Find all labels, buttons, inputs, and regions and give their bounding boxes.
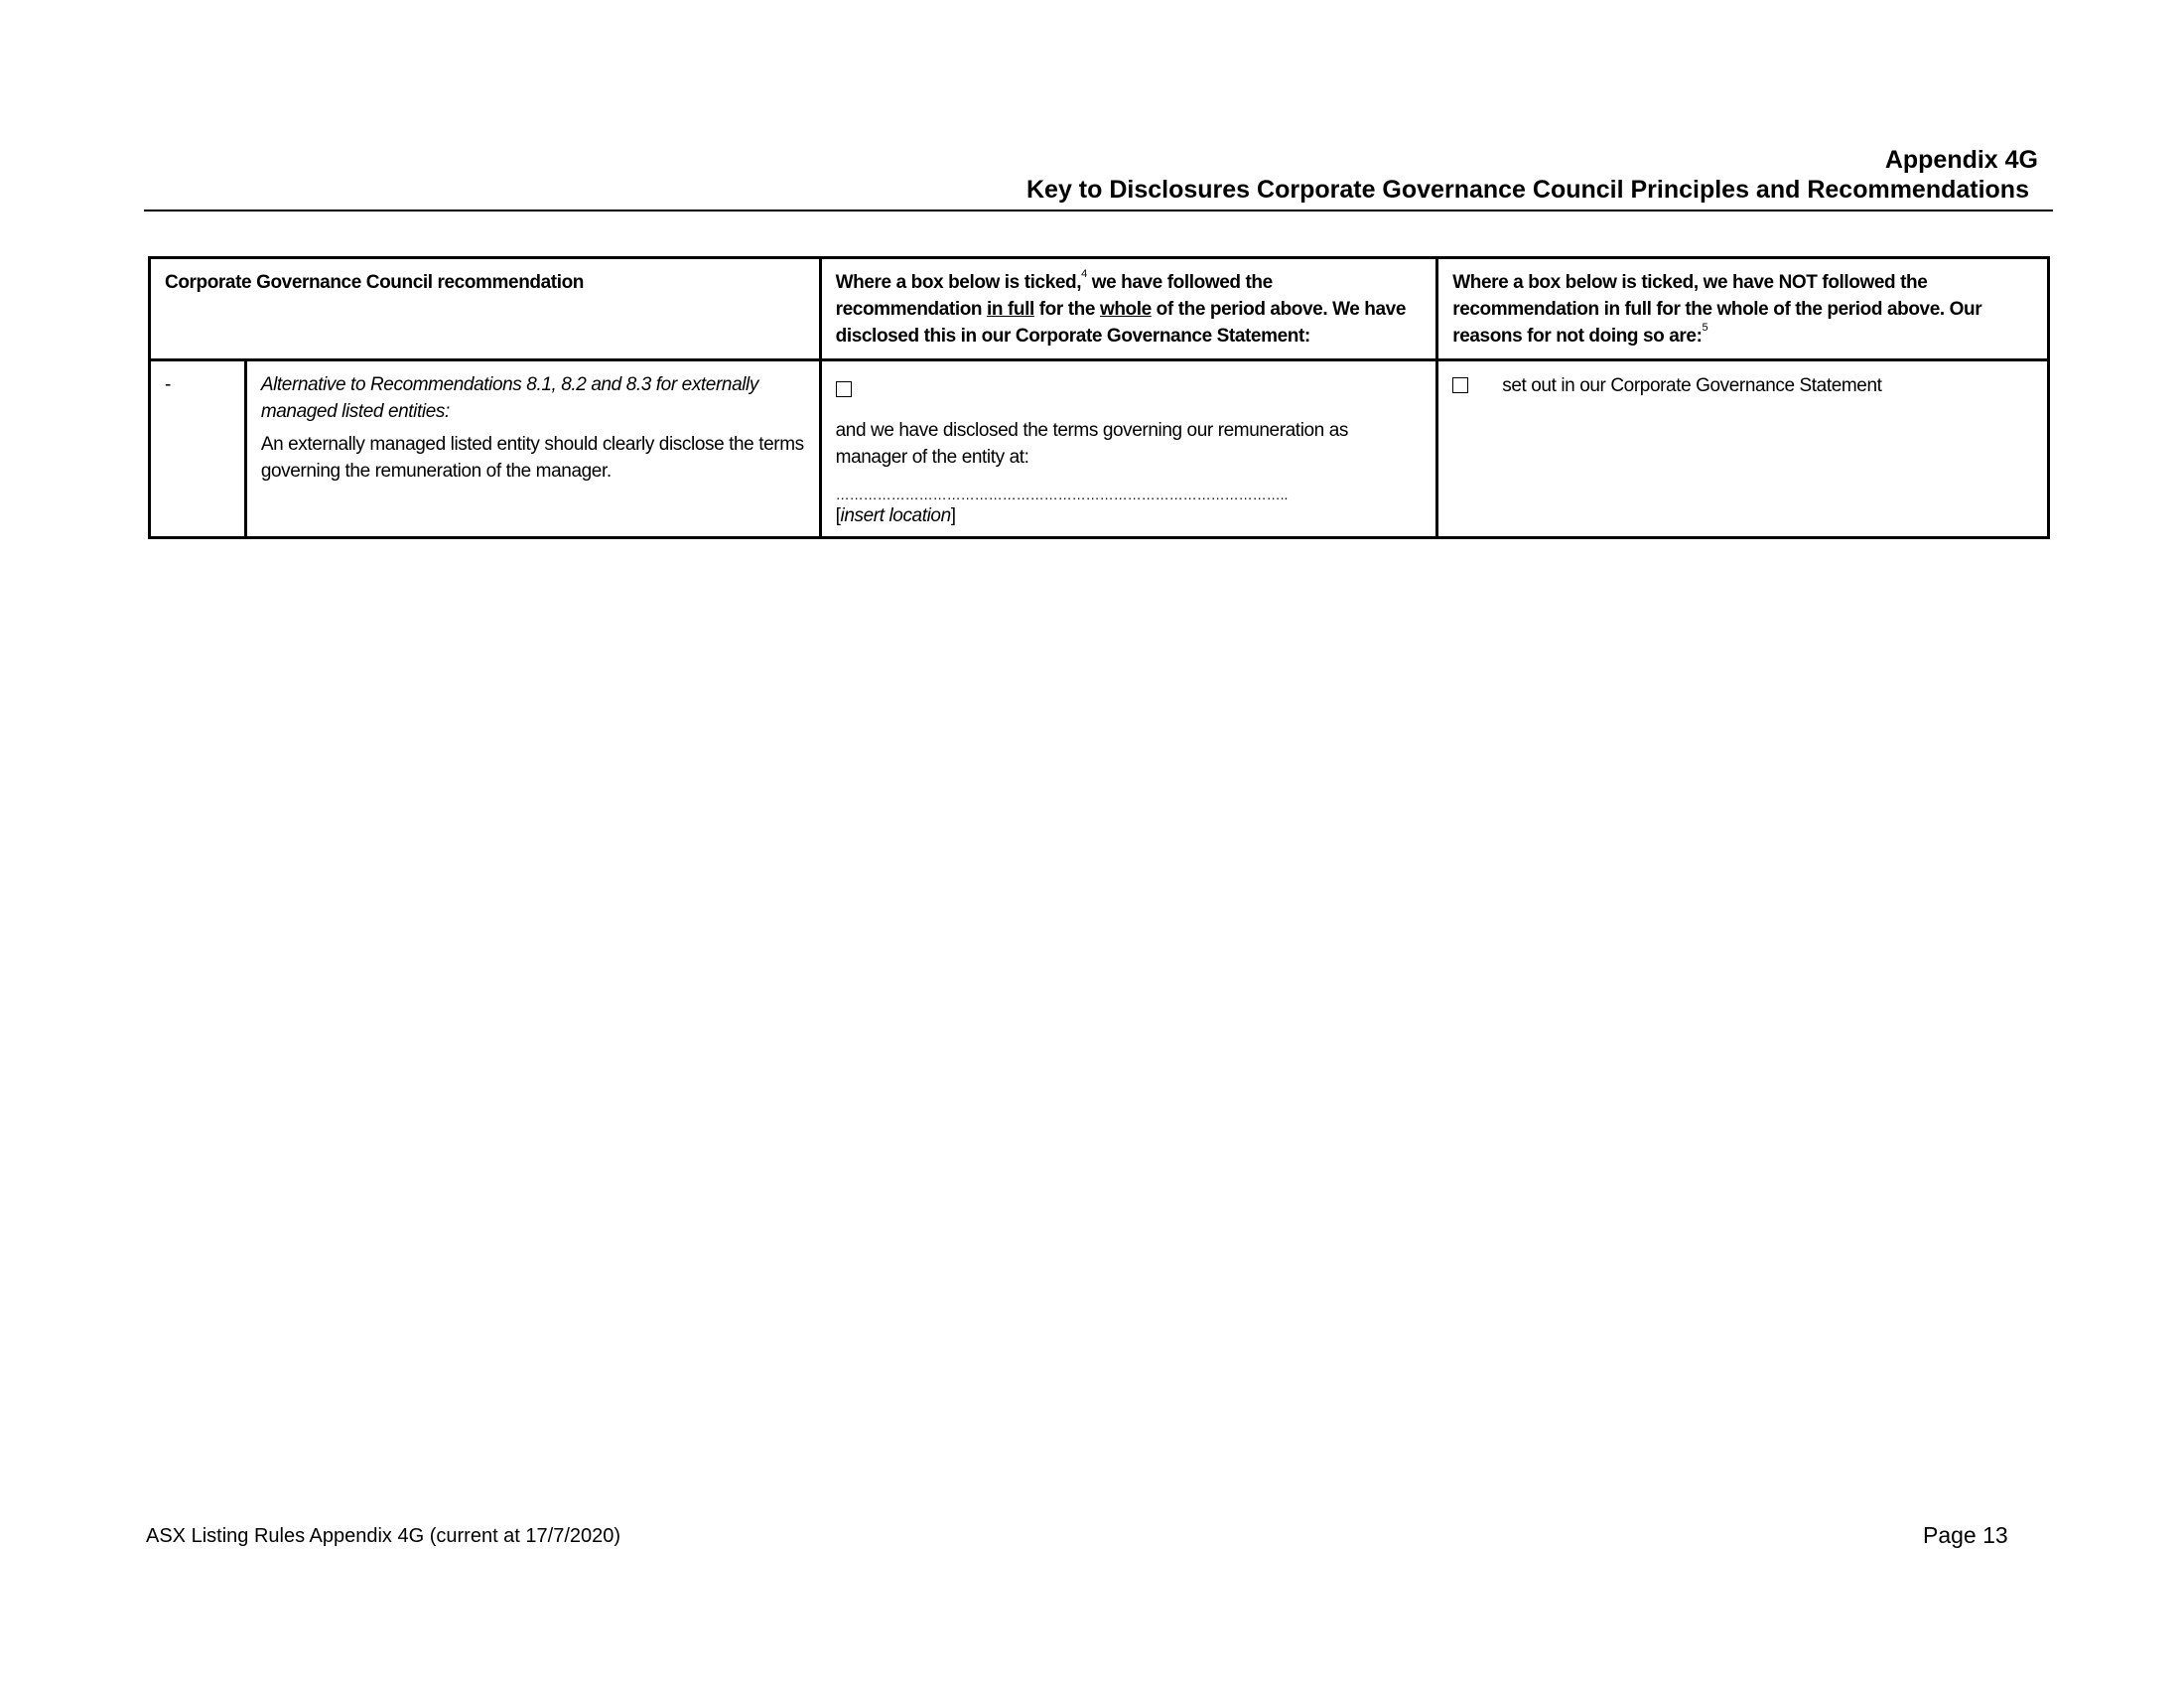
header-recommendation-label: Corporate Governance Council recommendation	[165, 272, 584, 293]
appendix-subtitle: Key to Disclosures Corporate Governance Council Principles and Recommendations	[1026, 176, 2029, 204]
followed-text: and we have disclosed the terms governing our remuneration as manager of the entity at:	[835, 420, 1348, 468]
insert-location: [insert location]	[835, 505, 956, 526]
header-followed: Where a box below is ticked,$^4$ we have followed the recommendation in full for the whole of the period above. We have disclosed this in our Corporate Governance Statement:	[820, 258, 1437, 360]
page-header	[144, 145, 2045, 205]
not-followed-checkbox[interactable]	[1452, 377, 1468, 393]
disclosure-table	[148, 256, 2050, 539]
recommendation-title: Alternative to Recommendations 8.1, 8.2 and 8.3 for externally managed listed entities:	[260, 374, 758, 422]
header-recommendation	[150, 258, 821, 360]
table-row	[150, 360, 2049, 538]
footer-source: ASX Listing Rules Appendix 4G (current at 17/7/2020)	[146, 1525, 621, 1547]
not-followed-cell	[1437, 360, 2049, 538]
recommendation-cell	[245, 360, 820, 538]
row-number: -	[150, 360, 246, 538]
footnote-4[interactable]: 4	[1081, 268, 1087, 280]
followed-checkbox[interactable]	[836, 381, 852, 397]
table-header-row	[150, 258, 2049, 360]
header-not-followed: Where a box below is ticked, we have NOT followed the recommendation in full for the whole of the period above. Our reasons for not doing so are:$^5$	[1437, 258, 2049, 360]
footnote-5[interactable]: 5	[1702, 322, 1708, 334]
header-divider	[144, 210, 2053, 211]
page-number: Page 13	[1923, 1522, 2008, 1548]
recommendation-text: An externally managed listed entity should clearly disclose the terms governing the remuneration of the manager.	[260, 434, 804, 482]
insert-location-placeholder: insert location	[840, 505, 951, 526]
followed-cell	[820, 360, 1437, 538]
appendix-title: Appendix 4G	[1884, 146, 2038, 174]
location-dotted-line[interactable]: ……………………………………………………………………………………..	[835, 487, 1289, 502]
not-followed-option-label: set out in our Corporate Governance Statement	[1502, 374, 1882, 396]
